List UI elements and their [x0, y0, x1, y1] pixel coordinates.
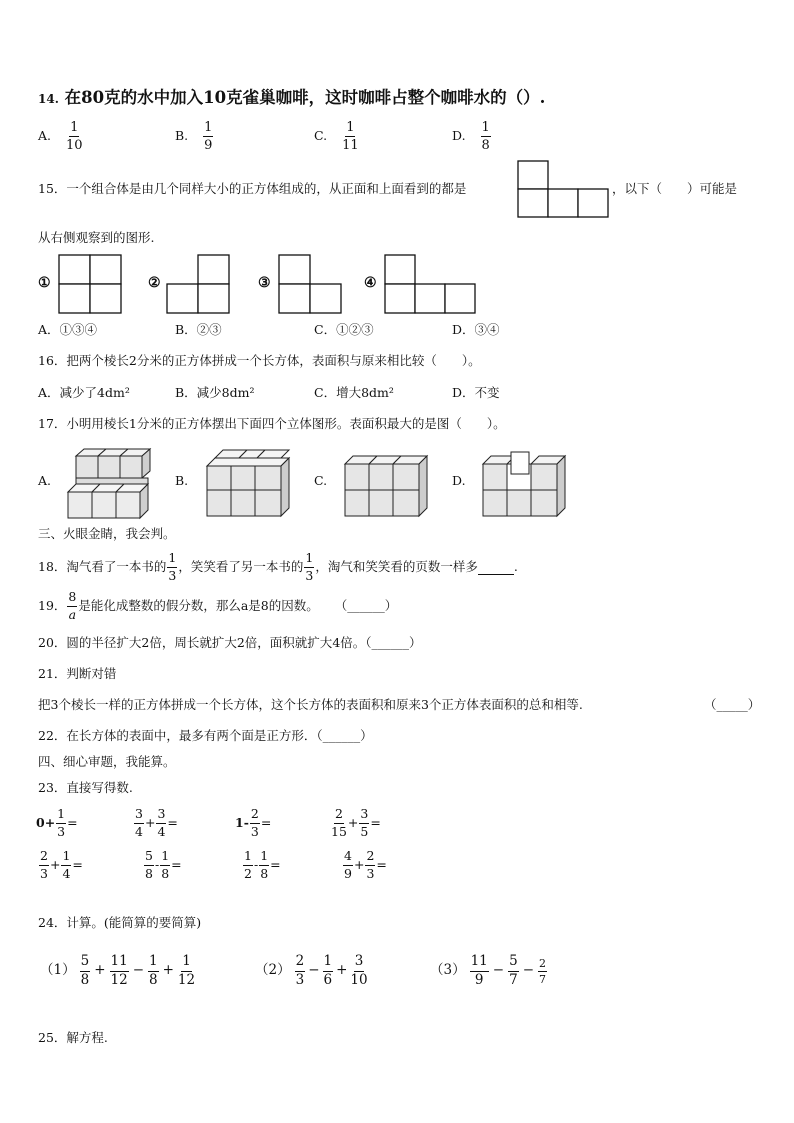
- q17-figure-a[interactable]: [66, 448, 156, 520]
- q21-text: 把3个棱长一样的正方体拼成一个长方体，这个长方体的表面积和原来3个正方体表面积的总和相等.: [38, 697, 583, 712]
- q16-option-b[interactable]: B．减少8dm²: [175, 385, 255, 400]
- q17-figure-c[interactable]: [342, 448, 432, 520]
- q15-figure-4[interactable]: [384, 254, 476, 314]
- q21-title: 21．判断对错: [38, 666, 117, 681]
- q17-figure-d[interactable]: [480, 448, 570, 520]
- q16-option-a[interactable]: A．减少了4dm²: [38, 385, 130, 400]
- q15-fig3-label: ③: [258, 275, 271, 291]
- q16-option-d[interactable]: D．不变: [452, 385, 500, 400]
- q23-item-6: $\frac{5}{8}$ - $\frac{1}{8}$ =: [145, 848, 182, 881]
- q20-text: 20．圆的半径扩大2倍，周长就扩大2倍，面积就扩大4倍。（______）: [38, 635, 422, 650]
- q23-item-7: $\frac{1}{2}$ - $\frac{1}{8}$ =: [244, 848, 281, 881]
- q14-option-b[interactable]: B. $\frac{1}{9}$: [175, 120, 213, 153]
- q24-expression-3: （3） $\frac{11}{9}$ − $\frac{5}{7}$ − $\frac{2}{7}$: [430, 953, 546, 988]
- q23-item-1: 0+ $\frac{1}{3}$ =: [36, 806, 78, 839]
- q19-answer-paren[interactable]: （______）: [334, 597, 398, 613]
- q17-option-d-label[interactable]: D.: [452, 473, 466, 488]
- q14-number: 14.: [38, 92, 59, 106]
- q15-text-a: 15．一个组合体是由几个同样大小的正方体组成的，从正面和上面看到的都是: [38, 181, 467, 196]
- q25-text: 25．解方程.: [38, 1030, 108, 1045]
- q14-option-c[interactable]: C. $\frac{1}{11}$: [314, 120, 359, 153]
- q24-title: 24．计算。(能简算的要简算): [38, 915, 202, 930]
- q19-line: 19． $\frac{8}{a}$ 是能化成整数的假分数，那么a是8的因数。 （______）: [38, 589, 398, 622]
- q15-figure-1[interactable]: [58, 254, 122, 314]
- q15-option-b[interactable]: B．②③: [175, 322, 222, 337]
- q16-text: 16．把两个棱长2分米的正方体拼成一个长方体，表面积与原来相比较（ ）。: [38, 353, 481, 368]
- q16-option-c[interactable]: C．增大8dm²: [314, 385, 394, 400]
- q19-fraction: $\frac{8}{a}$: [68, 589, 77, 622]
- q23-item-5: $\frac{2}{3}$ + $\frac{1}{4}$ =: [40, 848, 83, 881]
- q15-option-c[interactable]: C．①②③: [314, 322, 374, 337]
- q14-line: [38, 90, 545, 107]
- q23-title: 23．直接写得数.: [38, 780, 133, 795]
- q18-fraction-2: $\frac{1}{3}$: [305, 550, 314, 583]
- q24-expression-2: （2） $\frac{2}{3}$ − $\frac{1}{6}$ + $\frac{3}{10}$: [255, 953, 368, 988]
- q18-answer-blank[interactable]: [478, 560, 514, 575]
- q18-line: 18．淘气看了一本书的 $\frac{1}{3}$ ，笑笑看了另一本书的 $\frac{1}{3}$ ，淘气和笑笑看的页数一样多 .: [38, 550, 518, 583]
- q15-figure-3[interactable]: [278, 254, 342, 314]
- q17-figure-b[interactable]: [204, 448, 294, 520]
- q15-figure-2[interactable]: [166, 254, 230, 314]
- q15-option-d[interactable]: D．③④: [452, 322, 500, 337]
- q17-option-b-label[interactable]: B.: [175, 473, 189, 488]
- q23-item-8: $\frac{4}{9}$ + $\frac{2}{3}$ =: [344, 848, 387, 881]
- q14-option-a[interactable]: A. $\frac{1}{10}$: [38, 120, 83, 153]
- q22-text: 22．在长方体的表面中，最多有两个面是正方形．（______）: [38, 728, 373, 743]
- q23-item-4: $\frac{2}{15}$ + $\frac{3}{5}$ =: [331, 806, 381, 839]
- q17-text: 17．小明用棱长1分米的正方体摆出下面四个立体图形。表面积最大的是图（ ）。: [38, 416, 506, 431]
- q15-fig1-label: ①: [38, 275, 51, 291]
- q15-option-a[interactable]: A．①③④: [38, 322, 98, 337]
- q15-text-c: 从右侧观察到的图形.: [38, 230, 155, 245]
- q21-answer-paren[interactable]: （_____）: [704, 697, 761, 712]
- q15-fig4-label: ④: [364, 275, 377, 291]
- q15-text-b: ，以下（ ）可能是: [612, 181, 738, 196]
- q23-item-3: 1- $\frac{2}{3}$ =: [235, 806, 272, 839]
- q18-fraction-1: $\frac{1}{3}$: [168, 550, 177, 583]
- q14-option-d[interactable]: D. $\frac{1}{8}$: [452, 120, 490, 153]
- q17-option-a-label[interactable]: A.: [38, 473, 52, 488]
- section3-heading: 三、火眼金睛，我会判。: [38, 526, 176, 541]
- q14-text: 在80克的水中加入10克雀巢咖啡，这时咖啡占整个咖啡水的（）.: [64, 88, 546, 107]
- section4-heading: 四、细心审题，我能算。: [38, 754, 176, 769]
- q15-fig2-label: ②: [148, 275, 161, 291]
- q23-item-2: $\frac{3}{4}$ + $\frac{3}{4}$ =: [135, 806, 178, 839]
- q15-reference-figure: [517, 160, 609, 218]
- q24-expression-1: （1） $\frac{5}{8}$ + $\frac{11}{12}$ − $\frac{1}{8}$ + $\frac{1}{12}$: [40, 953, 196, 988]
- q17-option-c-label[interactable]: C.: [314, 473, 328, 488]
